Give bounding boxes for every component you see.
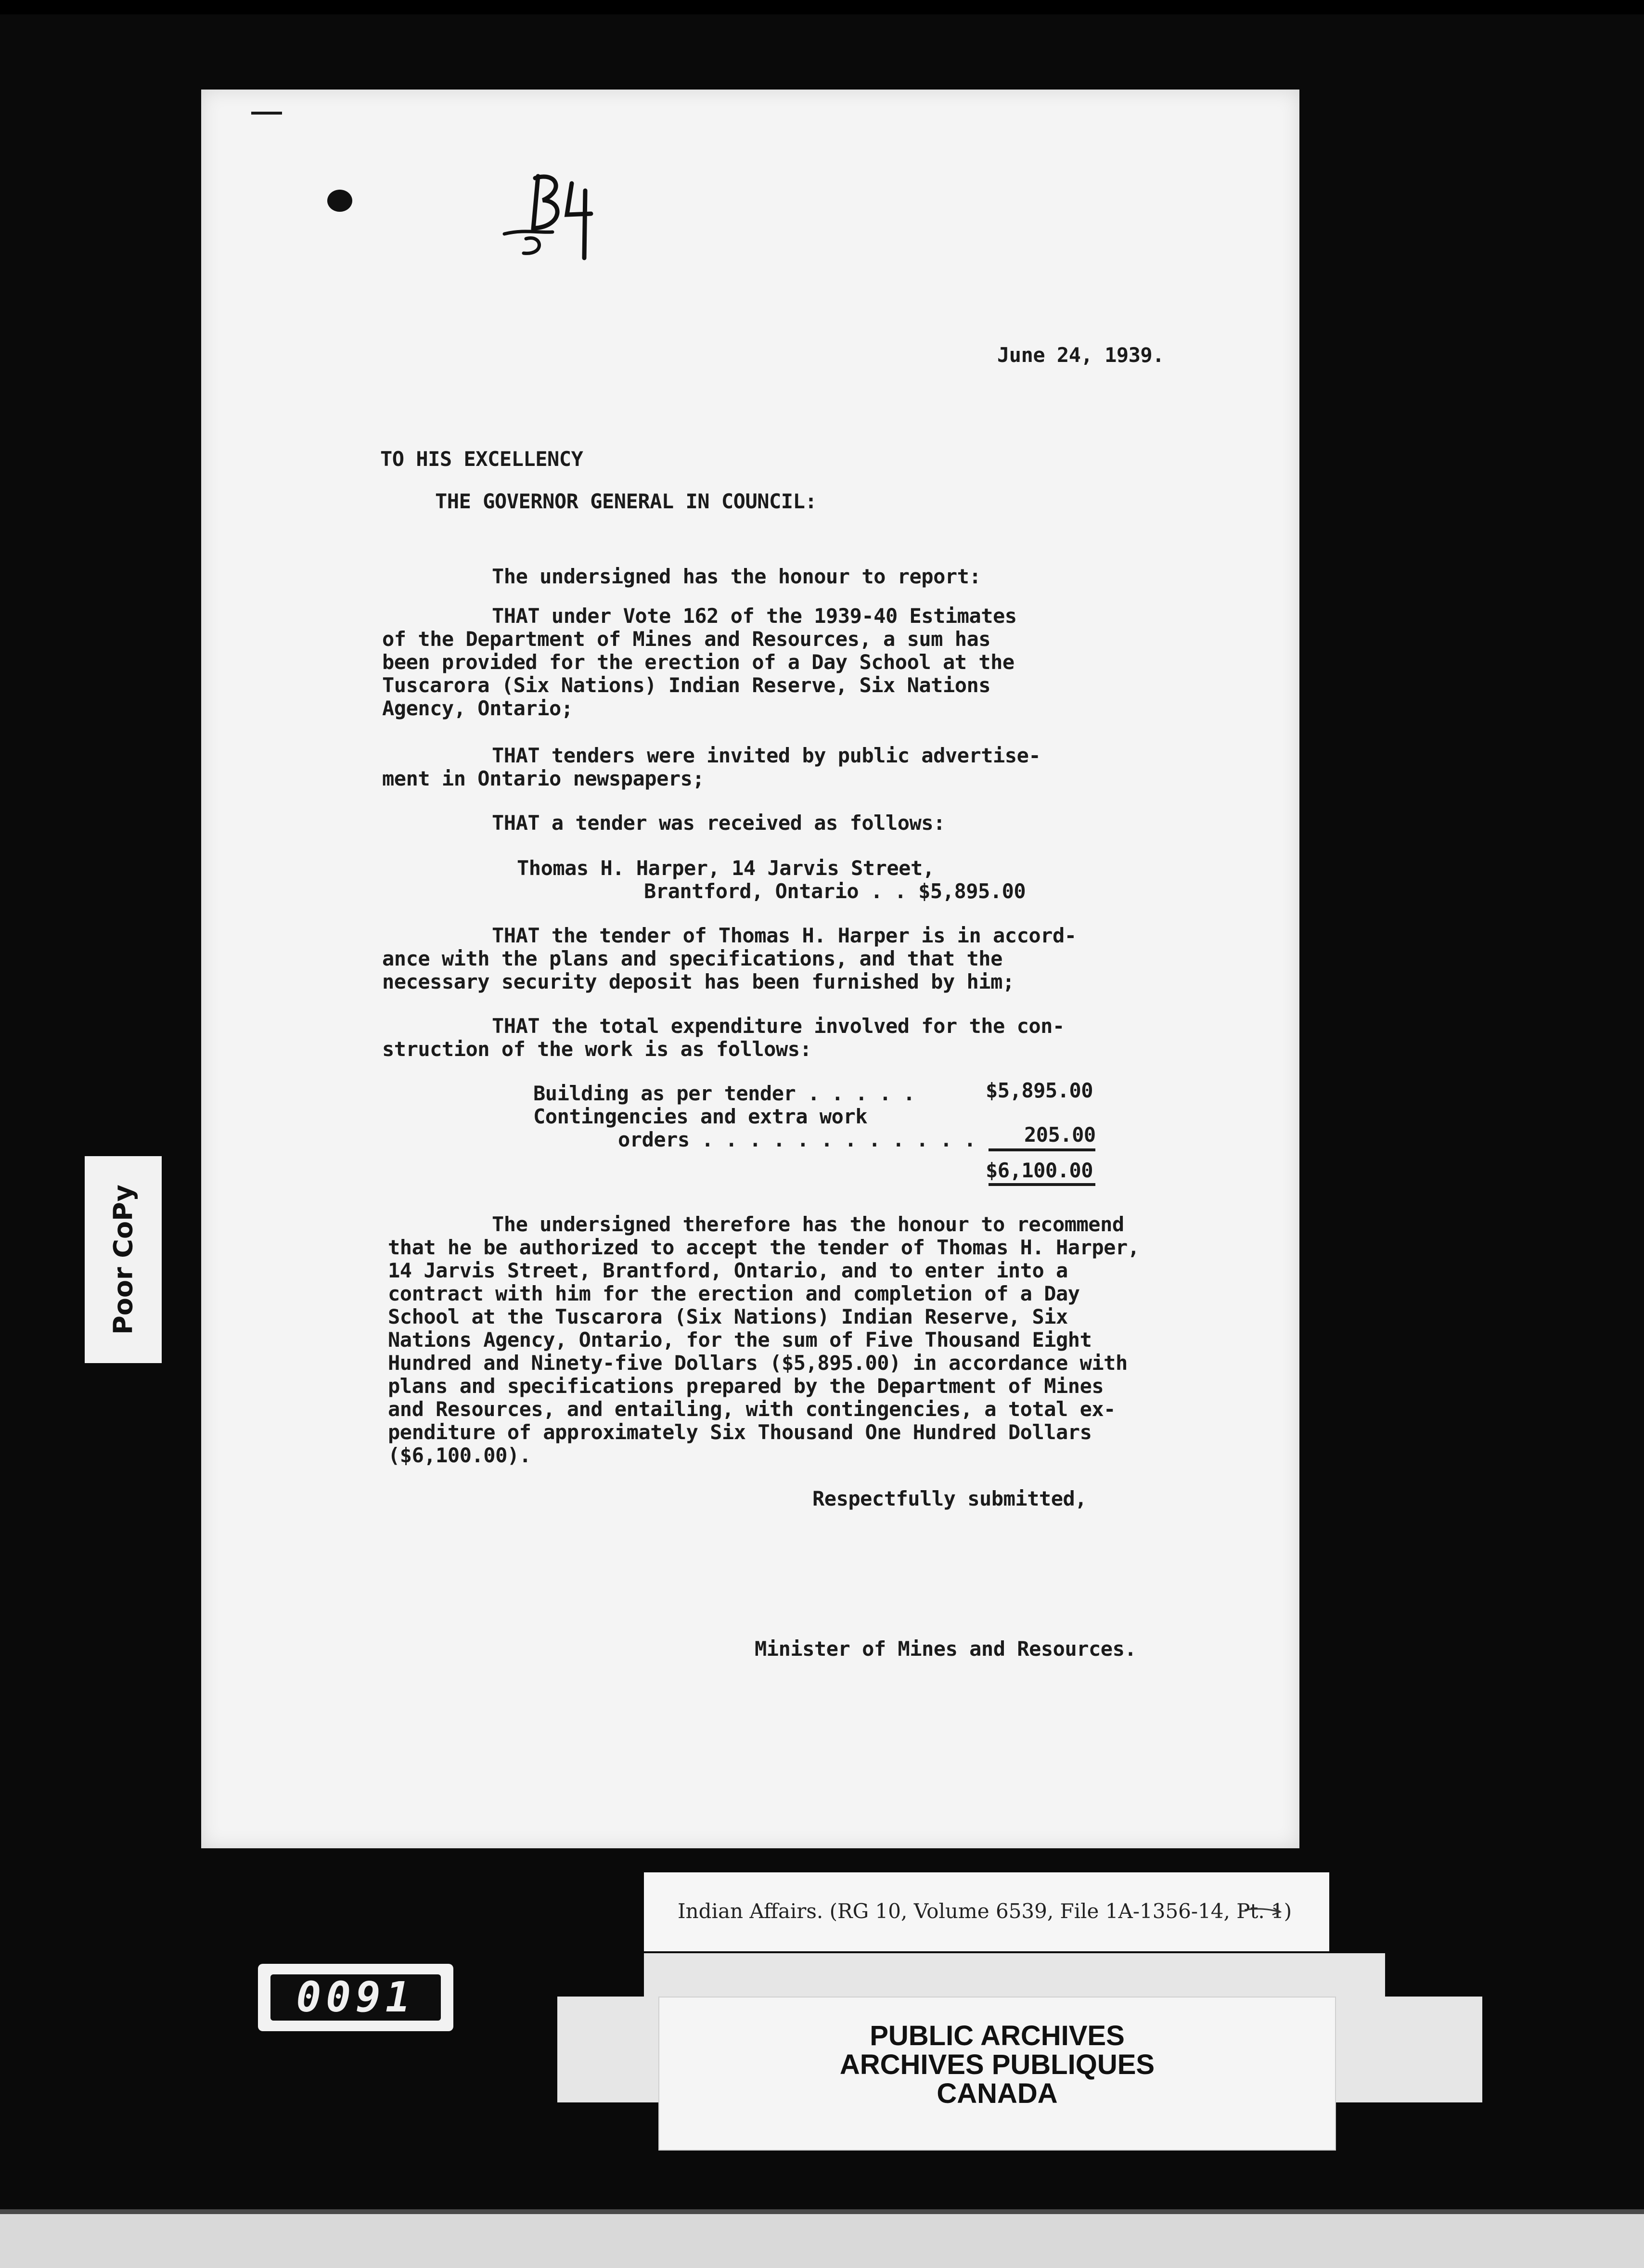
para1-line: Agency, Ontario;: [382, 696, 573, 720]
para1-line: THAT under Vote 162 of the 1939-40 Estimates: [492, 604, 1017, 628]
punch-hole: [327, 190, 352, 212]
recommendation-line: plans and specifications prepared by the Department of Mines: [388, 1374, 1104, 1398]
total-rule: [989, 1183, 1095, 1186]
para1-line: of the Department of Mines and Resources, a sum has: [382, 627, 991, 651]
side-note-label: [85, 1156, 162, 1363]
recommendation-line: The undersigned therefore has the honour to recommend: [492, 1212, 1124, 1236]
cost-building-label: Building as per tender . . . . .: [533, 1082, 915, 1105]
para2-line: THAT tenders were invited by public advertise-: [492, 744, 1041, 767]
document-page: [201, 90, 1299, 1848]
recommendation-line: contract with him for the erection and completion of a Day: [388, 1282, 1080, 1305]
reference-label-card: [644, 1872, 1329, 1951]
archive-stamp-text: [659, 2022, 1335, 2108]
tender-line-2: Brantford, Ontario . . $5,895.00: [644, 879, 1026, 903]
para5-line: struction of the work is as follows:: [382, 1037, 812, 1061]
archive-stamp-line: ARCHIVES PUBLIQUES: [839, 2049, 1155, 2080]
para1-line: been provided for the erection of a Day School at the: [382, 650, 1015, 674]
recommendation-line: penditure of approximately Six Thousand One Hundred Dollars: [388, 1420, 1092, 1444]
archive-stamp-line: PUBLIC ARCHIVES: [870, 2020, 1125, 2051]
frame-counter-digits: 0091: [296, 1973, 415, 2022]
recommendation-line: 14 Jarvis Street, Brantford, Ontario, and to enter into a: [388, 1259, 1068, 1282]
recommendation-line: that he be authorized to accept the tender of Thomas H. Harper,: [388, 1236, 1140, 1259]
letter-date: June 24, 1939.: [997, 343, 1165, 367]
cost-contingencies-label: Contingencies and extra work: [533, 1105, 868, 1128]
para2-line: ment in Ontario newspapers;: [382, 767, 705, 790]
para4-line: ance with the plans and specifications, and that the: [382, 947, 1002, 970]
para4-line: necessary security deposit has been furnished by him;: [382, 970, 1015, 993]
cost-total: $6,100.00: [986, 1159, 1093, 1182]
subtotal-rule: [989, 1148, 1095, 1151]
film-edge-top: [0, 0, 1644, 14]
cost-contingencies-label: orders . . . . . . . . . . . .: [618, 1128, 976, 1151]
corner-mark: [251, 112, 282, 115]
frame-counter: [258, 1964, 453, 2031]
handwritten-mark-icon: [500, 162, 605, 272]
archive-stamp: [658, 1997, 1336, 2151]
recommendation-line: Hundred and Ninety-five Dollars ($5,895.00) in accordance with: [388, 1351, 1128, 1375]
cost-contingencies-amount: 205.00: [1024, 1123, 1096, 1147]
recommendation-line: ($6,100.00).: [388, 1443, 531, 1467]
addressee-line-2: THE GOVERNOR GENERAL IN COUNCIL:: [435, 490, 817, 513]
tender-line-1: Thomas H. Harper, 14 Jarvis Street,: [517, 856, 935, 880]
para1-line: Tuscarora (Six Nations) Indian Reserve, Six Nations: [382, 673, 991, 697]
recommendation-line: Nations Agency, Ontario, for the sum of Five Thousand Eight: [388, 1328, 1092, 1352]
addressee-line-1: TO HIS EXCELLENCY: [380, 447, 583, 471]
para4-line: THAT the tender of Thomas H. Harper is in accord-: [492, 924, 1077, 947]
para3-line: THAT a tender was received as follows:: [492, 811, 945, 835]
arrow-icon: [1245, 1906, 1283, 1916]
film-edge-bottom: [0, 2214, 1644, 2268]
stamp-notch-left: [557, 1953, 644, 1997]
para5-line: THAT the total expenditure involved for the con-: [492, 1014, 1065, 1038]
closing: Respectfully submitted,: [812, 1487, 1087, 1510]
film-edge-bottom-line: [0, 2209, 1644, 2214]
archive-stamp-line: CANADA: [937, 2078, 1058, 2109]
frame-counter-display: [270, 1974, 441, 2021]
signature-line: Minister of Mines and Resources.: [755, 1637, 1137, 1661]
recommendation-line: and Resources, and entailing, with contingencies, a total ex-: [388, 1397, 1116, 1421]
side-note-text: Poor CoPy: [108, 1185, 139, 1335]
recommendation-line: School at the Tuscarora (Six Nations) Indian Reserve, Six: [388, 1305, 1068, 1328]
cost-building-amount: $5,895.00: [986, 1079, 1093, 1102]
reference-label-text: Indian Affairs. (RG 10, Volume 6539, File 1A-1356-14, Pt. 1): [678, 1899, 1292, 1923]
opening-line: The undersigned has the honour to report:: [492, 565, 981, 588]
stamp-notch-right: [1385, 1953, 1482, 1997]
